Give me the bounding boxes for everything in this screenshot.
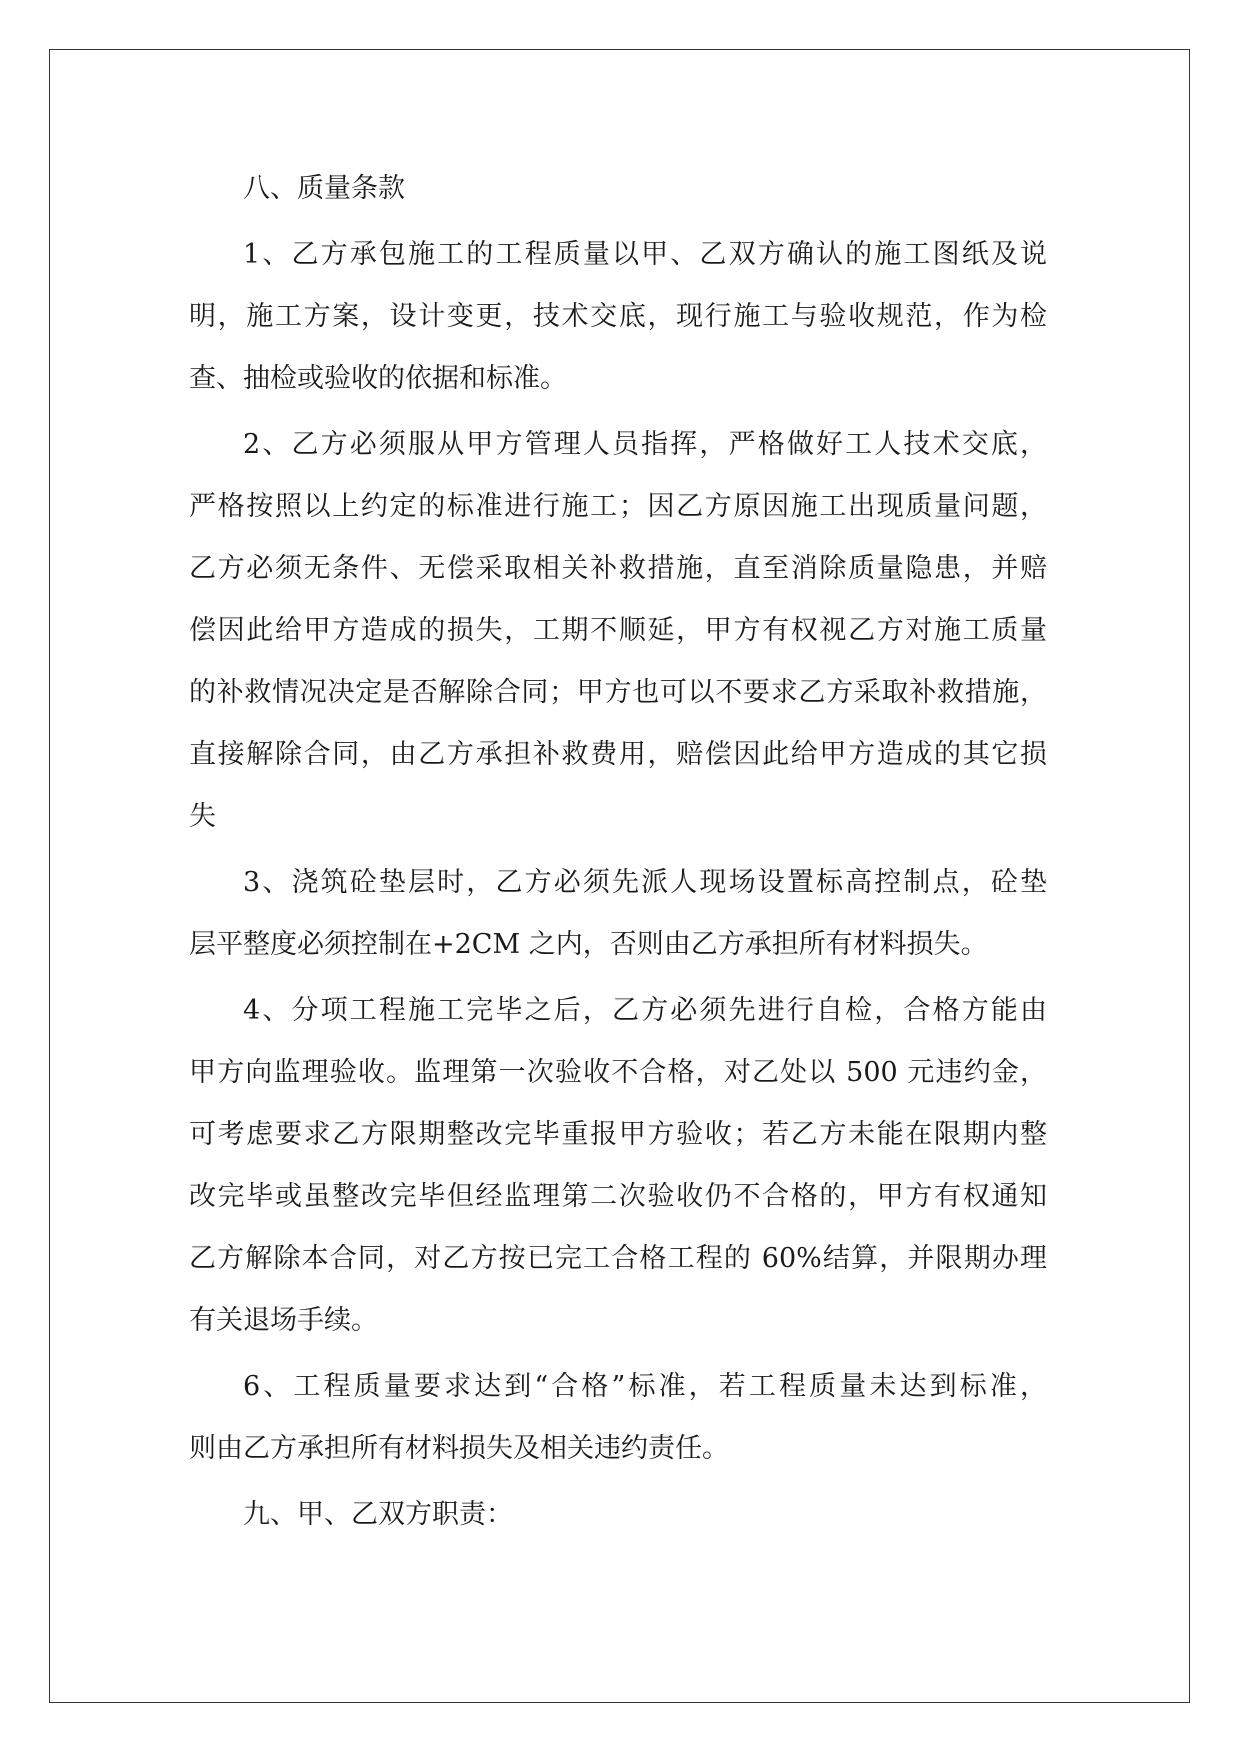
clause-line: 层平整度必须控制在+2CM 之内，否则由乙方承担所有材料损失。 — [189, 929, 988, 960]
clause-line: 2、乙方必须服从甲方管理人员指挥，严格做好工人技术交底， — [243, 429, 1047, 460]
clause-line: 失 — [189, 801, 216, 832]
clause-line: 直接解除合同，由乙方承担补救费用，赔偿因此给甲方造成的其它损 — [189, 739, 1047, 770]
clause-line: 改完毕或虽整改完毕但经监理第二次验收仍不合格的，甲方有权通知 — [189, 1181, 1047, 1212]
clause-line: 查、抽检或验收的依据和标准。 — [189, 363, 567, 394]
clause-6 — [189, 1356, 1047, 1480]
clause-line: 乙方解除本合同，对乙方按已完工合格工程的 60%结算，并限期办理 — [189, 1243, 1047, 1274]
section-heading-9 — [189, 1484, 1047, 1546]
clause-1 — [189, 224, 1047, 410]
clause-line: 的补救情况决定是否解除合同；甲方也可以不要求乙方采取补救措施， — [189, 677, 1047, 708]
clause-2 — [189, 414, 1047, 848]
document-body — [189, 158, 1047, 1550]
clause-line: 明，施工方案，设计变更，技术交底，现行施工与验收规范，作为检 — [189, 301, 1047, 332]
clause-line: 则由乙方承担所有材料损失及相关违约责任。 — [189, 1433, 729, 1464]
clause-4 — [189, 980, 1047, 1352]
heading-text: 九、甲、乙双方职责： — [243, 1499, 513, 1530]
clause-line: 乙方必须无条件、无偿采取相关补救措施，直至消除质量隐患，并赔 — [189, 553, 1047, 584]
clause-line: 严格按照以上约定的标准进行施工；因乙方原因施工出现质量问题， — [189, 491, 1047, 522]
clause-line: 甲方向监理验收。监理第一次验收不合格，对乙处以 500 元违约金， — [189, 1057, 1047, 1088]
heading-text: 八、质量条款 — [243, 173, 405, 204]
clause-line: 偿因此给甲方造成的损失，工期不顺延，甲方有权视乙方对施工质量 — [189, 615, 1047, 646]
clause-line: 可考虑要求乙方限期整改完毕重报甲方验收；若乙方未能在限期内整 — [189, 1119, 1047, 1150]
clause-line: 1、乙方承包施工的工程质量以甲、乙双方确认的施工图纸及说 — [243, 239, 1047, 270]
clause-line: 6、工程质量要求达到“合格”标准，若工程质量未达到标准， — [243, 1371, 1047, 1402]
section-heading-8 — [189, 158, 1047, 220]
clause-line: 有关退场手续。 — [189, 1305, 378, 1336]
clause-3 — [189, 852, 1047, 976]
clause-line: 4、分项工程施工完毕之后，乙方必须先进行自检，合格方能由 — [243, 995, 1047, 1026]
clause-line: 3、浇筑砼垫层时，乙方必须先派人现场设置标高控制点，砼垫 — [243, 867, 1047, 898]
